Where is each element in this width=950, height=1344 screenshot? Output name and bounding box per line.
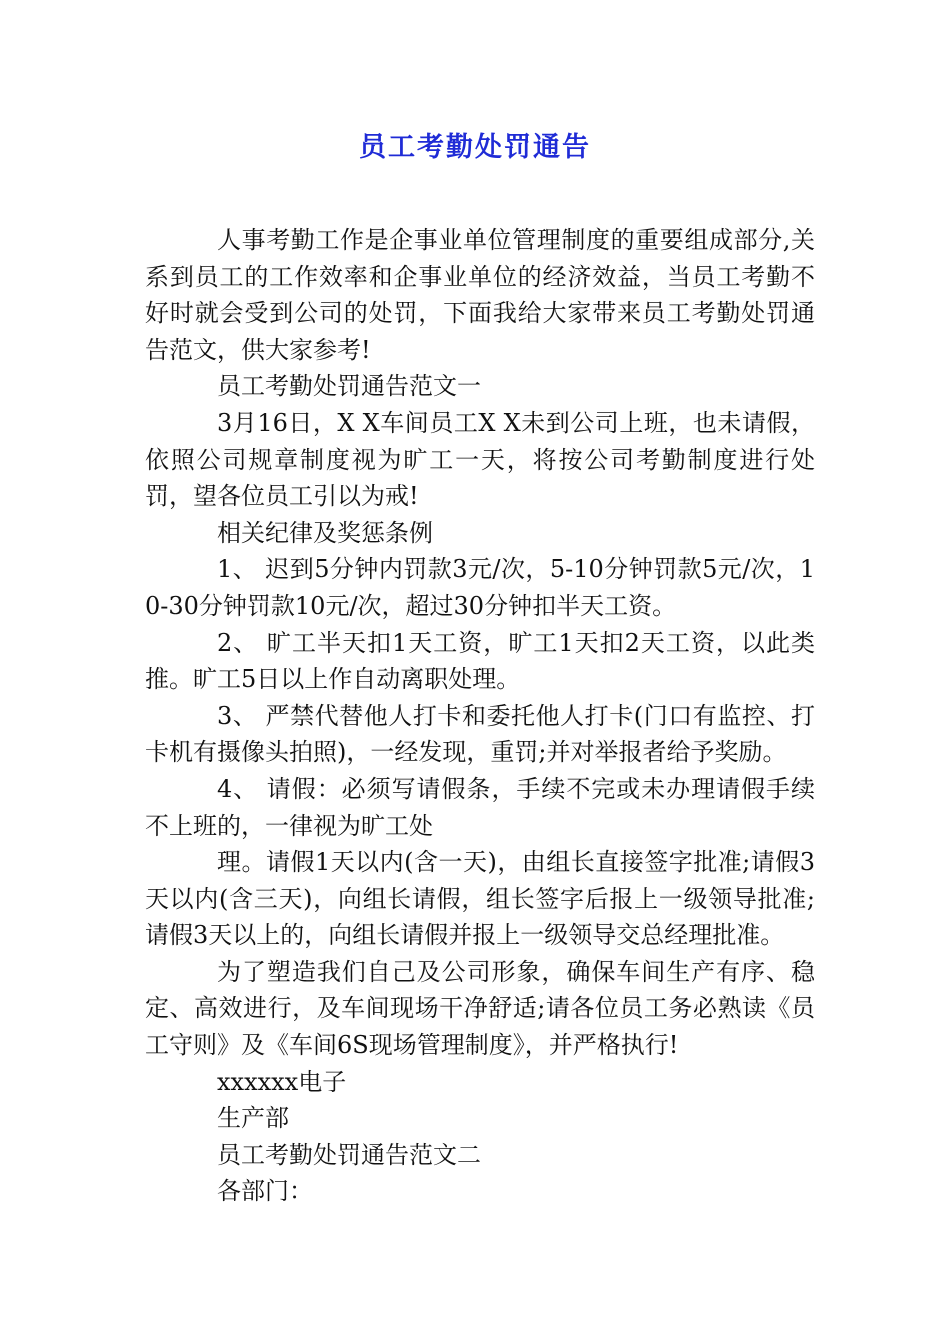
rule-item-2: 2、 旷工半天扣1天工资，旷工1天扣2天工资，以此类推。旷工5日以上作自动离职处理。 xyxy=(145,628,815,694)
section-heading-sample-one: 员工考勤处罚通告范文一 xyxy=(217,372,481,401)
section-heading-sample-two: 员工考勤处罚通告范文二 xyxy=(217,1140,481,1169)
rule-item-4: 4、 请假：必须写请假条，手续不完或未办理请假手续不上班的，一律视为旷工处 xyxy=(145,774,815,840)
signature-company: xxxxxx电子 xyxy=(217,1067,347,1096)
salutation: 各部门： xyxy=(217,1177,313,1206)
rule-item-1: 1、 迟到5分钟内罚款3元/次，5-10分钟罚款5元/次，10-30分钟罚款10元/次，超过30分钟扣半天工资。 xyxy=(145,555,815,620)
intro-paragraph: 人事考勤工作是企事业单位管理制度的重要组成部分,关系到员工的工作效率和企事业单位的经济效益，当员工考勤不好时就会受到公司的处罚，下面我给大家带来员工考勤处罚通告范文，供大家参考! xyxy=(145,226,815,364)
signature-department: 生产部 xyxy=(217,1104,289,1133)
rule-item-3: 3、 严禁代替他人打卡和委托他人打卡(门口有监控、打卡机有摄像头拍照)，一经发现，重罚;并对举报者给予奖励。 xyxy=(145,701,815,767)
document-title: 员工考勤处罚通告 xyxy=(359,132,591,163)
rule-item-4-continued: 理。请假1天以内(含一天)，由组长直接签字批准;请假3天以内(含三天)，向组长请假，组长签字后报上一级领导批准;请假3天以上的，向组长请假并报上一级领导交总经理批准。 xyxy=(145,848,815,950)
closing-paragraph: 为了塑造我们自己及公司形象，确保车间生产有序、稳定、高效进行，及车间现场干净舒适;请各位员工务必熟读《员工守则》及《车间6S现场管理制度》，并严格执行! xyxy=(145,957,815,1060)
document-body xyxy=(145,222,815,1210)
rules-heading: 相关纪律及奖惩条例 xyxy=(217,518,433,547)
notice-paragraph: 3月16日，X X车间员工X X未到公司上班，也未请假，依照公司规章制度视为旷工一天，将按公司考勤制度进行处罚，望各位员工引以为戒! xyxy=(145,408,815,511)
